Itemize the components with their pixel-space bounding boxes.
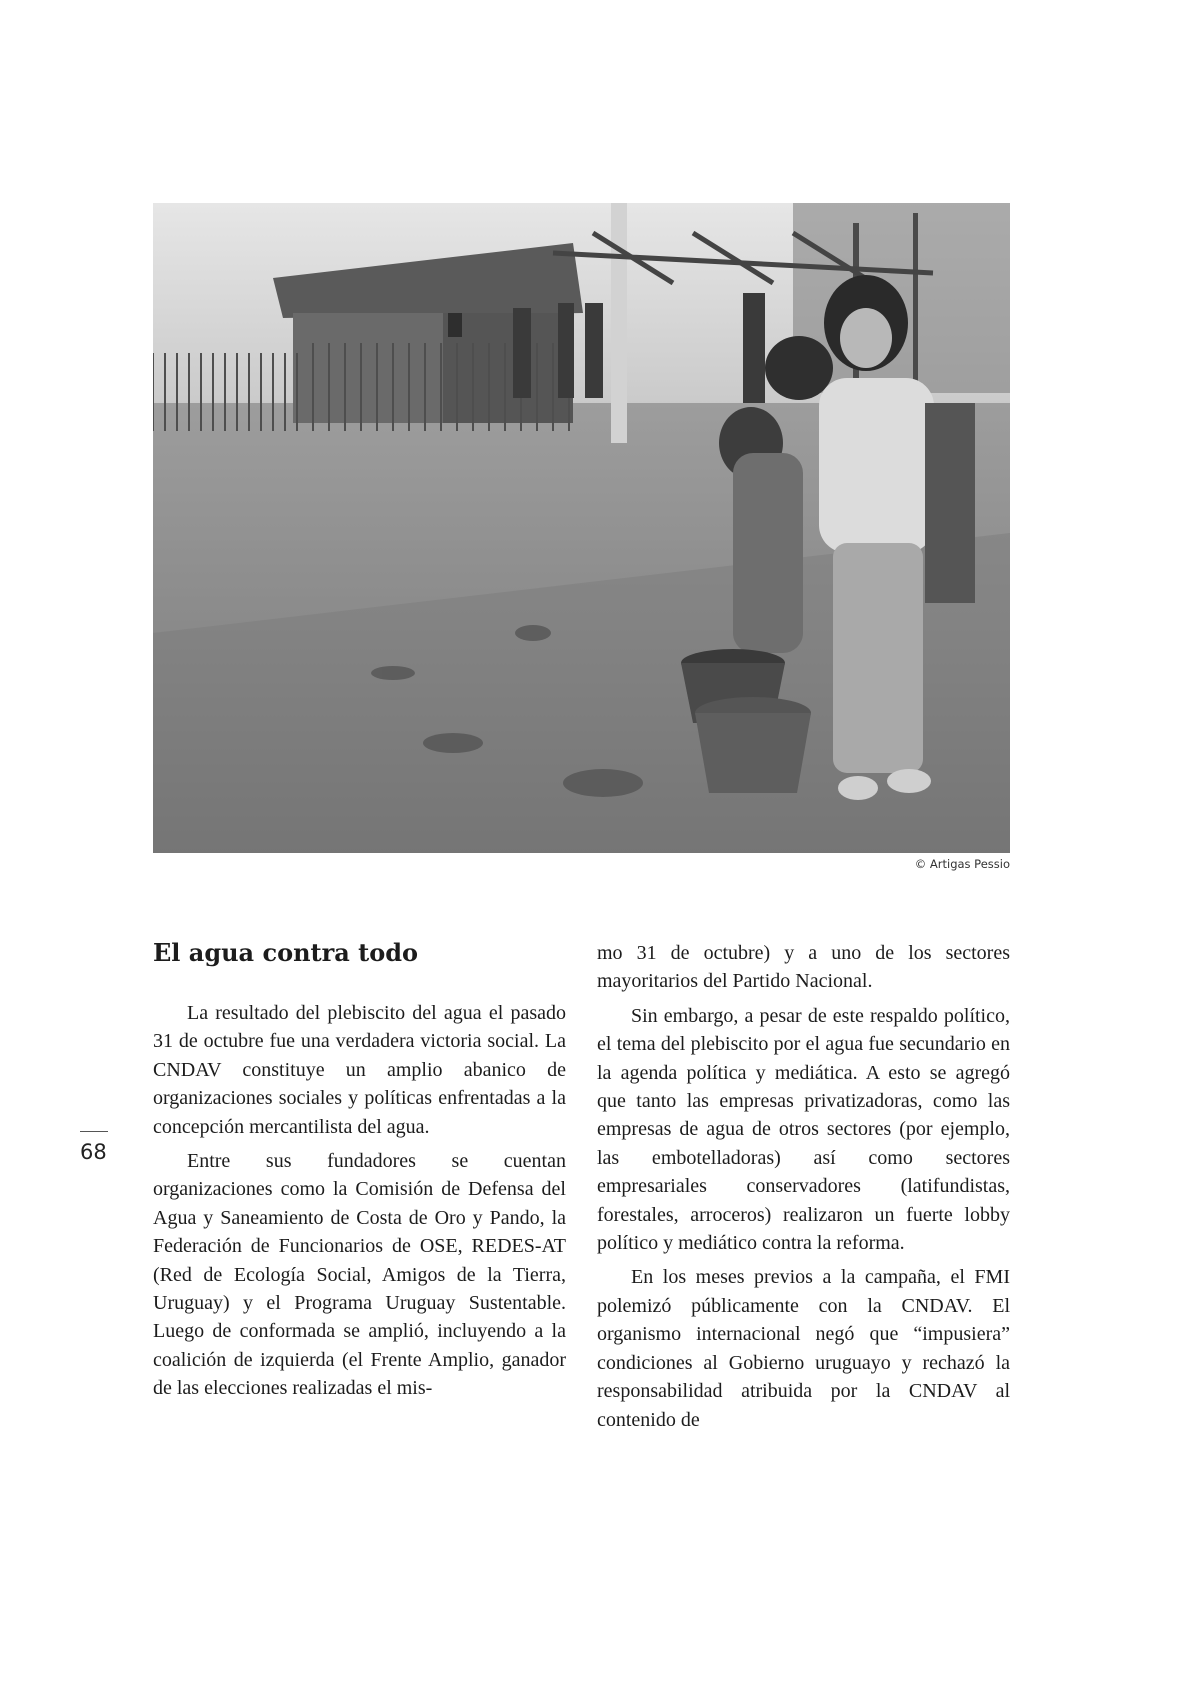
paragraph: Sin embargo, a pesar de este respaldo político, el tema del plebiscito por el agua fue secundario en la agenda política y mediática. A esto se agregó que tanto las empresas privatizadoras, como las empresas de agua de otros sectores (por ejemplo, las embotelladoras) así como sectores empresariales conservadores (latifundistas, forestales, arroceros) realizaron un fuerte lobby político y mediático contra la reforma. (597, 1004, 1010, 1255)
text-column-left (153, 999, 566, 1409)
photo-credit: © Artigas Pessio (914, 857, 1010, 871)
photo-illustration (153, 203, 1010, 853)
article-heading: El agua contra todo (153, 938, 419, 967)
photo-children-at-water-bucket (153, 203, 1010, 853)
page-number-rule (80, 1131, 108, 1132)
paragraph: Entre sus fundadores se cuentan organizaciones como la Comisión de Defensa del Agua y Saneamiento de Costa de Oro y Pando, la Federación de Funcionarios de OSE, REDES-AT (Red de Ecología Social, Amigos de la Tierra, Uruguay) y el Programa Uruguay Sustentable. Luego de conformada se amplió, incluyendo a la coalición de izquierda (el Frente Amplio, ganador de las elecciones realizadas el mis- (153, 1150, 566, 1400)
paragraph-continuation: mo 31 de octubre) y a uno de los sectores mayoritarios del Partido Nacional. (597, 942, 1010, 993)
paragraph: En los meses previos a la campaña, el FMI polemizó públicamente con la CNDAV. El organismo internacional negó que “impusiera” condiciones al Gobierno uruguayo y rechazó la responsabilidad atribuida por la CNDAV al contenido de (597, 1266, 1010, 1431)
text-column-right (597, 939, 1010, 1440)
paragraph: La resultado del plebiscito del agua el pasado 31 de octubre fue una verdadera victoria social. La CNDAV constituye un amplio abanico de organizaciones sociales y políticas enfrentadas a la concepción mercantilista del agua. (153, 1002, 566, 1138)
page-number: 68 (80, 1140, 107, 1164)
